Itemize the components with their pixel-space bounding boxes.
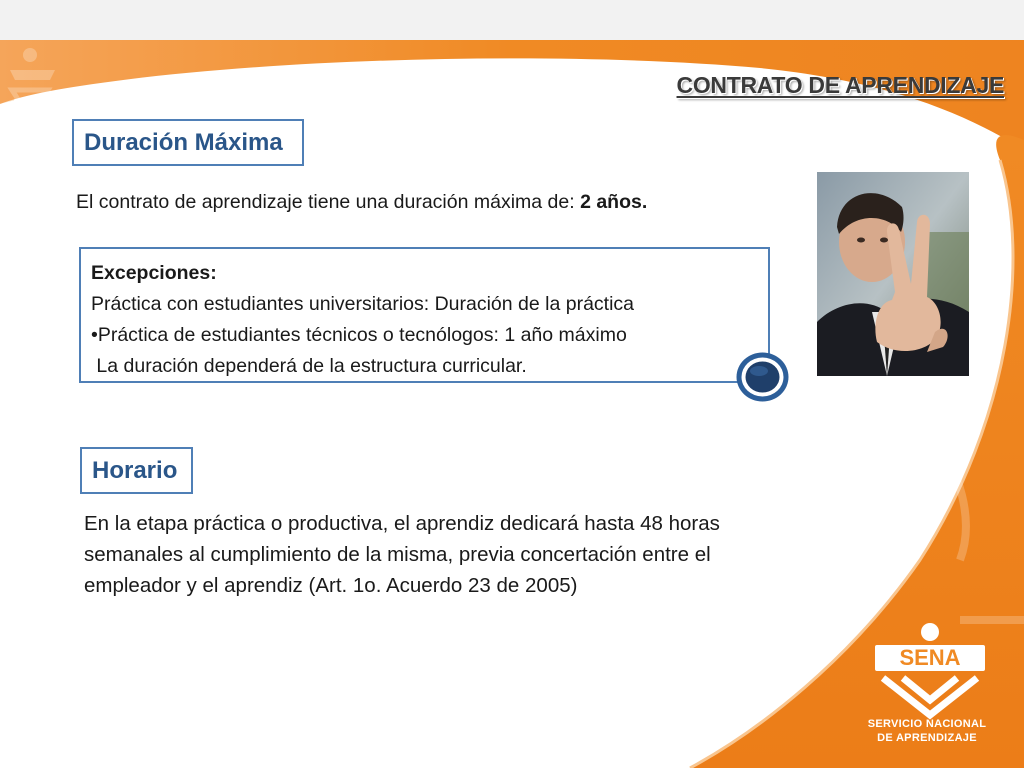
horario-line: empleador y el aprendiz (Art. 1o. Acuerdo 23 de 2005) [84, 574, 578, 597]
exceptions-box [79, 247, 770, 383]
duration-intro-text: El contrato de aprendizaje tiene una duración máxima de: [76, 191, 581, 213]
logo-wordmark: SENA [899, 645, 961, 670]
section-heading-horario: Horario [80, 447, 193, 494]
duration-intro [76, 191, 647, 214]
section-heading-duracion: Duración Máxima [72, 119, 304, 166]
logo-caption-line: SERVICIO NACIONAL [867, 718, 987, 730]
page-title: CONTRATO DE APRENDIZAJE [676, 72, 1004, 98]
logo-caption-line: DE APRENDIZAJE [877, 732, 977, 744]
exception-line: •Práctica de estudiantes técnicos o tecnólogos: 1 año máximo [91, 324, 627, 346]
circle-nav-icon[interactable] [735, 351, 790, 403]
man-peace-sign-photo [817, 172, 969, 376]
exceptions-title: Excepciones: [91, 262, 217, 284]
logo-caption [852, 717, 1002, 745]
horario-line: En la etapa práctica o productiva, el aprendiz dedicará hasta 48 horas [84, 512, 720, 535]
exception-line: La duración dependerá de la estructura curricular. [91, 355, 527, 377]
exception-line: Práctica con estudiantes universitarios: Duración de la práctica [91, 293, 635, 315]
horario-line: semanales al cumplimiento de la misma, previa concertación entre el [84, 543, 711, 566]
duration-value: 2 años. [580, 191, 648, 213]
horario-paragraph [84, 508, 814, 601]
